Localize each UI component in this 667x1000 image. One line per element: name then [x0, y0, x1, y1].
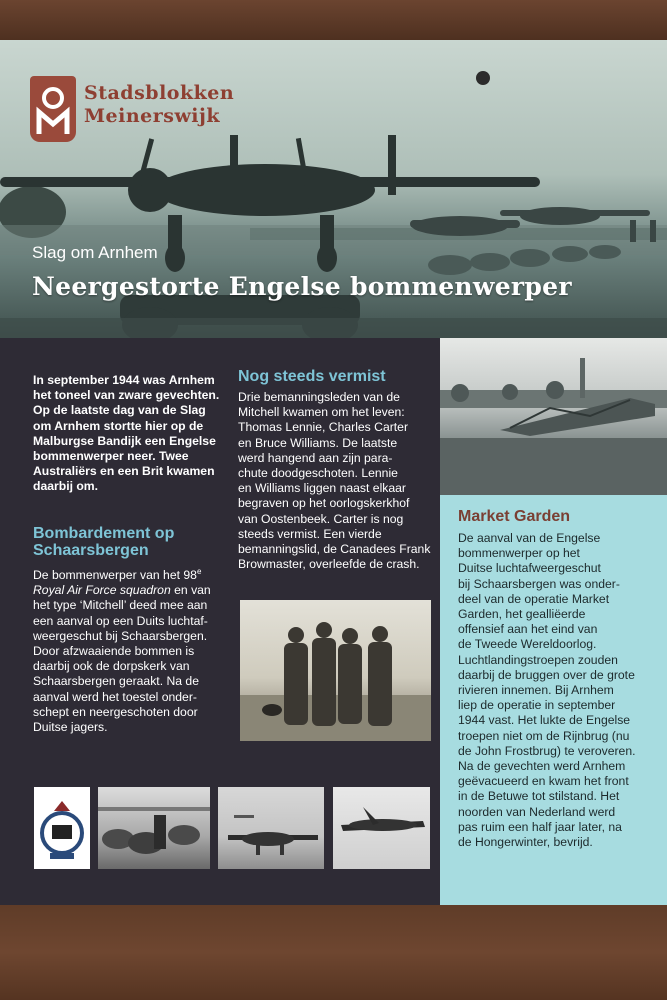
rusted-frame-bottom: [0, 905, 667, 1000]
text-line: rivieren innemen. Bij Arnhem: [458, 683, 614, 698]
logo-wordmark: [84, 82, 234, 128]
text-line: van Oostenbeek. Carter is nog: [238, 511, 404, 526]
text-line: troepen niet om de Rijnbrug (nu: [458, 728, 630, 743]
text-line: werd hangend aan zijn para-: [238, 450, 393, 465]
market-garden-paragraph: [458, 531, 658, 850]
text-line: de John Frostbrug) te veroveren.: [458, 743, 636, 758]
text-line: Mitchell kwamen om het leven:: [238, 405, 405, 420]
text-line: [33, 583, 225, 598]
text-line: Browmaster, overleefde de crash.: [238, 557, 420, 572]
heading-market-garden: Market Garden: [458, 508, 571, 525]
squadron-badge-image: [34, 787, 90, 869]
text-line: [33, 564, 225, 583]
text-line: Luchtlandingstroepen zouden: [458, 652, 618, 667]
bomber-on-ground-photo: [218, 787, 324, 869]
superscript: e: [196, 567, 202, 576]
text-line: en Bruce Williams. De laatste: [238, 435, 398, 450]
text-line: weergeschut bij Schaarsbergen.: [33, 628, 208, 643]
text-fragment: en van: [170, 583, 211, 598]
squadron-name: Royal Air Force squadron: [33, 583, 171, 598]
text-line: geëvacueerd en kwam het front: [458, 774, 629, 789]
text-line: bij Schaarsbergen was onder-: [458, 576, 620, 591]
text-line: deel van de operatie Market: [458, 591, 610, 606]
text-line: een aanval op een Duits luchtaf-: [33, 613, 208, 628]
hero-subtitle: Slag om Arnhem: [32, 243, 158, 262]
heading-line: Schaarsbergen: [33, 542, 149, 559]
text-line: de Tweede Wereldoorlog.: [458, 637, 597, 652]
bridge-photo: [440, 338, 667, 495]
text-line: het type ‘Mitchell’ deed mee aan: [33, 598, 208, 613]
bombardement-paragraph: [33, 564, 225, 735]
rusted-frame-top: [0, 0, 667, 40]
text-line: De aanval van de Engelse: [458, 531, 601, 545]
text-line: Australiërs en een Brit kwamen: [33, 464, 215, 479]
text-line: chute doodgeschoten. Lennie: [238, 466, 398, 481]
bombs-loading-photo: [98, 787, 210, 869]
hero-title: Neergestorte Engelse bommenwerper: [32, 272, 572, 301]
text-line: en Williams liggen naast elkaar: [238, 481, 406, 496]
text-line: aanval werd het toestel onder-: [33, 689, 197, 704]
text-line: bemanningslid, de Canadees Frank: [238, 542, 431, 557]
text-line: het toneel van zware gevechten.: [33, 388, 220, 403]
text-line: Garden, het gealliëerde: [458, 607, 586, 622]
text-fragment: De bommenwerper van het 98: [33, 568, 197, 583]
text-line: pas ruim een half jaar later, na: [458, 819, 622, 834]
text-line: 1944 vast. Het lukte de Engelse: [458, 713, 631, 728]
text-line: daarbij om.: [33, 479, 99, 494]
text-line: Malburgse Bandijk een Engelse: [33, 433, 216, 448]
vermist-paragraph: [238, 390, 433, 572]
text-line: om Arnhem stortte hier op de: [33, 418, 204, 433]
heading-vermist: Nog steeds vermist: [238, 368, 386, 385]
text-line: offensief aan het eind van: [458, 622, 598, 637]
text-line: schept en neergeschoten door: [33, 704, 198, 719]
text-line: In september 1944 was Arnhem: [33, 373, 215, 387]
stadsblokken-logo: [30, 76, 76, 142]
text-line: Drie bemanningsleden van de: [238, 390, 400, 404]
text-line: Duitse luchtafweergeschut: [458, 561, 601, 576]
crew-photo: [240, 600, 431, 741]
logo-line-1: Stadsblokken: [84, 82, 235, 104]
heading-line: Bombardement op: [33, 525, 175, 542]
text-line: Na de gevechten werd Arnhem: [458, 759, 626, 774]
text-line: de Hongerwinter, bevrijd.: [458, 835, 593, 850]
text-line: Thomas Lennie, Charles Carter: [238, 420, 409, 435]
text-line: bommenwerper op het: [458, 546, 580, 561]
text-line: daarbij de bruggen over de grote: [458, 667, 635, 682]
text-line: noorden van Nederland werd: [458, 804, 616, 819]
intro-paragraph: [33, 373, 223, 495]
logo-line-2: Meinerswijk: [84, 105, 221, 127]
text-line: Schaarsbergen geraakt. Na de: [33, 674, 199, 689]
text-line: Duitse jagers.: [33, 720, 108, 735]
text-line: daarbij ook de dorpskerk van: [33, 659, 190, 674]
text-line: Op de laatste dag van de Slag: [33, 403, 206, 418]
bomber-in-flight-photo: [333, 787, 430, 869]
text-line: liep de operatie in september: [458, 698, 616, 713]
text-line: bommenwerper neer. Twee: [33, 449, 189, 464]
text-line: Door afzwaaiende bommen is: [33, 644, 195, 659]
text-line: steeds vermist. Een vierde: [238, 526, 382, 541]
text-line: begraven op het oorlogskerkhof: [238, 496, 410, 511]
heading-bombardement: [33, 525, 233, 559]
text-line: in de Betuwe tot stilstand. Het: [458, 789, 620, 804]
